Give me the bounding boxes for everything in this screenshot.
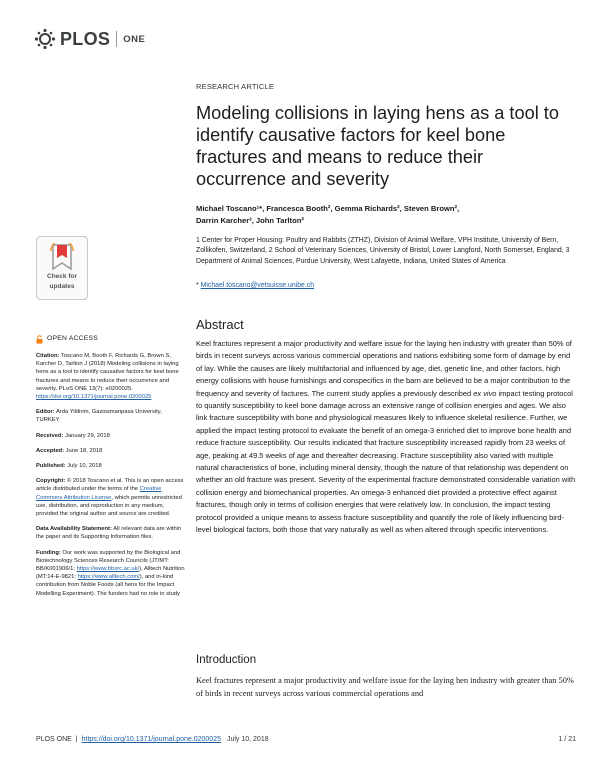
accepted bbox=[36, 447, 186, 455]
funding-text-1: Our work was supported by the Biological and Biotechnology Sciences Research Councils (JT/MT: BB/K001906/1; bbox=[36, 549, 181, 573]
funding-link-bbsrc[interactable]: https://www.bbsrc.ac.uk/ bbox=[76, 566, 140, 573]
author-list bbox=[196, 203, 576, 226]
email-link[interactable]: Michael.toscano@vetsuisse.unibe.ch bbox=[200, 282, 315, 289]
citation bbox=[36, 352, 186, 401]
copyright-text-1: © 2018 Toscano et al. This is an open access article distributed under the terms of the bbox=[36, 478, 184, 493]
data-availability-label: Data Availability Statement: bbox=[36, 526, 112, 533]
open-access-label bbox=[36, 335, 186, 344]
accepted-date: June 18, 2018 bbox=[65, 447, 103, 454]
authors-line-1: Michael Toscano¹*, Francesca Booth², Gemma Richards², Steven Brown², bbox=[196, 204, 460, 213]
check-for-updates-badge[interactable] bbox=[36, 236, 88, 300]
funding-text-3: ), and in-kind contribution from Noble Foods (all hens for the Impact Modelling Experiment). The funders had no role in study bbox=[36, 574, 180, 597]
funding-label: Funding: bbox=[36, 549, 61, 556]
funding-text-2: ), Alltech Nutrition (MT:14-E-9821; bbox=[36, 566, 185, 581]
plos-one-logo bbox=[34, 28, 145, 50]
published-date: July 10, 2018 bbox=[67, 463, 102, 470]
affiliations: 1 Center for Proper Housing: Poultry and Rabbits (ZTHZ), Division of Animal Welfare, VPH Institute, University of Bern, Zollikofen, Switzerland, 2 School of Veterinary Sciences, University of Bristol, Lower Langford, North Somerset, England, 3 Department of Animal Sciences, Purdue University, West Lafayette, Indiana, United States of America bbox=[196, 237, 570, 265]
license-link[interactable]: Creative Commons Attribution License bbox=[36, 486, 162, 501]
editor-text: Arda Yildirim, Gaziosmanpasa University, TURKEY bbox=[36, 409, 162, 424]
editor-label: Editor: bbox=[36, 409, 55, 416]
page-footer bbox=[36, 736, 576, 743]
data-availability-text: All relevant data are within the paper and its Supporting Information files. bbox=[36, 526, 182, 541]
copyright-text-2: , which permits unrestricted use, distribution, and reproduction in any medium, provided the original author and source are credited. bbox=[36, 494, 182, 518]
badge-line-2: updates bbox=[49, 282, 75, 290]
citation-doi-link[interactable]: https://doi.org/10.1371/journal.pone.0200025 bbox=[36, 394, 152, 401]
footer-doi-link[interactable]: https://doi.org/10.1371/journal.pone.0200025 bbox=[81, 736, 221, 743]
footer-date: July 10, 2018 bbox=[226, 736, 269, 743]
received-label: Received: bbox=[36, 432, 64, 439]
abstract-heading: Abstract bbox=[196, 317, 244, 332]
editor bbox=[36, 408, 186, 424]
corresponding-email bbox=[196, 282, 314, 289]
copyright bbox=[36, 477, 186, 518]
funding-link-alltech[interactable]: https://www.alltech.com/ bbox=[77, 574, 140, 581]
footer-separator: | bbox=[75, 736, 78, 743]
logo-divider bbox=[116, 31, 117, 47]
plos-logo-icon bbox=[34, 28, 56, 50]
article-title: Modeling collisions in laying hens as a tool to identify causative factors for keel bone fractures and means to reduce their occurrence and severity bbox=[196, 103, 559, 189]
funding bbox=[36, 549, 186, 598]
footer-journal: PLOS ONE bbox=[36, 736, 72, 743]
logo-text: PLOS bbox=[60, 28, 111, 49]
abstract-body bbox=[196, 338, 576, 537]
introduction-body: Keel fractures represent a major productivity and welfare issue for the laying hen industry with greater than 50% of birds in recent surveys across various commercial operations and bbox=[196, 676, 574, 699]
email-star: * bbox=[196, 282, 199, 289]
open-lock-icon bbox=[36, 335, 43, 344]
badge-line-1: Check for bbox=[47, 273, 77, 280]
abstract-text-1: Keel fractures represent a major productivity and welfare issue for the laying hen industry with greater than 50% of birds in recent surveys across various commercial operations and nations exhibiting some form of damage by end of lay. While the causes are likely multifactorial and influenced by age, diet, genetic line, and other factors, high energy collisions with house furnishings and conspecifics in the barn are believed to be a major contribution to the frequency and severity of factures. The current study applies a previously described bbox=[196, 339, 572, 398]
published bbox=[36, 462, 186, 470]
received bbox=[36, 432, 186, 440]
bookmark-check-icon bbox=[49, 243, 75, 271]
accepted-label: Accepted: bbox=[36, 447, 65, 454]
abstract-italic: ex vivo bbox=[473, 388, 497, 398]
open-access-text: OPEN ACCESS bbox=[47, 335, 98, 343]
page-number: 1 / 21 bbox=[558, 736, 576, 743]
citation-label: Citation: bbox=[36, 353, 60, 359]
journal-name: ONE bbox=[123, 33, 146, 45]
abstract-text-2: impact testing protocol to quantify susceptibility to keel bone damage across an extensive range of collision energies and ages. We also link fracture susceptibility with bone and physiological measures likely to influence skeletal resilience. Further, we applied the impact testing protocol to evaluate the benefit of an omega-3 enriched diet to improve bone health and reduce fracture susceptibility. Our results indicated that fracture susceptibility increased rapidly from 23 weeks of age, peaking at 49.5 weeks of age and thereafter decreasing. Fracture susceptibility also varied with multiple natural characteristics of bone, including mineral density, though the nature of that relationship was dependent on whether an old fracture was present. Severity of the experimental fracture demonstrated considerable variation with collision energy and biomechanical properties. An omega-3 enhanced diet provided a protective effect against fractures, though only in terms of collision energies that were relatively low. In conclusion, the impact testing protocol provided a unique means to assess fracture susceptibility and quantify the role of likely influencing bird-level biological factors, both those that vary naturally as well as when altered through specific interventions. bbox=[196, 388, 576, 535]
article-sidebar bbox=[36, 335, 186, 605]
authors-line-2: Darrin Karcher³, John Tarlton² bbox=[196, 215, 304, 225]
data-availability bbox=[36, 525, 186, 541]
copyright-label: Copyright: bbox=[36, 478, 66, 485]
introduction-heading: Introduction bbox=[196, 654, 257, 666]
citation-text: Toscano M, Booth F, Richards G, Brown S, Karcher D, Tarlton J (2018) Modeling collisions in laying hens as a tool to identify causative factors for keel bone fractures and means to reduce their occurrence and severity. PLoS ONE 13(7): e0200025. bbox=[36, 353, 179, 392]
article-type: RESEARCH ARTICLE bbox=[196, 82, 275, 91]
received-date: January 29, 2018 bbox=[65, 432, 110, 439]
published-label: Published: bbox=[36, 463, 66, 470]
